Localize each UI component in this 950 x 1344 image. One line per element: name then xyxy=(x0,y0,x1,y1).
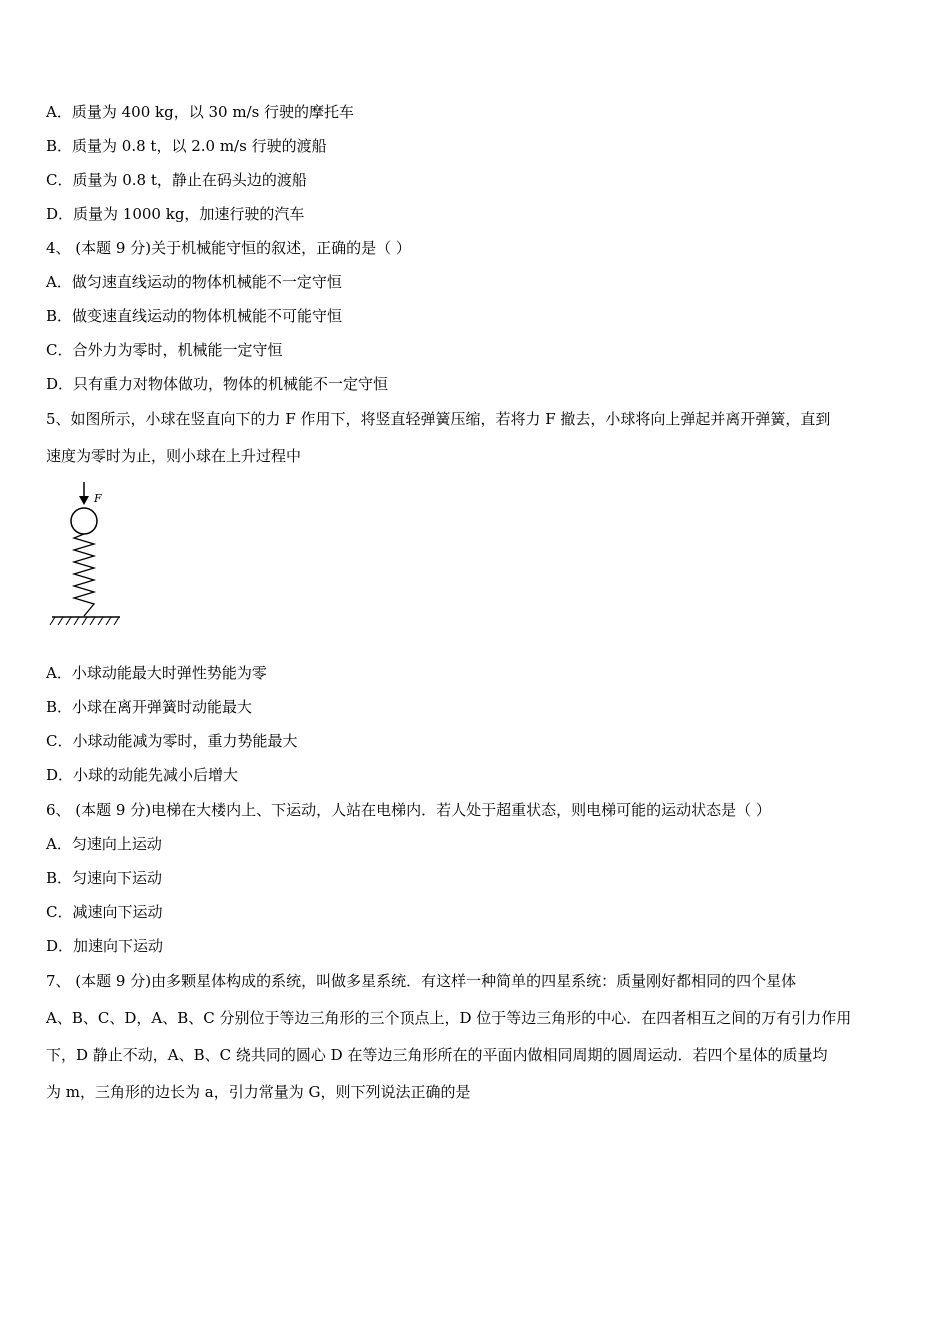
q4-option-d: D．只有重力对物体做功，物体的机械能不一定守恒 xyxy=(46,375,389,393)
q3-option-b: B．质量为 0.8 t，以 2.0 m/s 行驶的渡船 xyxy=(46,137,327,155)
q6-option-c: C．减速向下运动 xyxy=(46,903,163,921)
ground-hatching xyxy=(50,617,119,625)
q7-line-4: 为 m，三角形的边长为 a，引力常量为 G，则下列说法正确的是 xyxy=(46,1083,471,1101)
q4-option-b: B．做变速直线运动的物体机械能不可能守恒 xyxy=(46,307,343,325)
q5-option-d: D．小球的动能先减小后增大 xyxy=(46,766,239,784)
q7-line-3: 下，D 静止不动，A、B、C 绕共同的圆心 D 在等边三角形所在的平面内做相同周期的圆周运动．若四个星体的质量均 xyxy=(46,1046,828,1064)
q3-option-c: C．质量为 0.8 t，静止在码头边的渡船 xyxy=(46,171,307,189)
q5-option-b: B．小球在离开弹簧时动能最大 xyxy=(46,698,253,716)
q4-stem: 4、 (本题 9 分)关于机械能守恒的叙述，正确的是（ ） xyxy=(46,239,411,257)
force-label: F xyxy=(94,492,102,505)
q3-option-a: A．质量为 400 kg，以 30 m/s 行驶的摩托车 xyxy=(46,103,355,121)
q6-stem: 6、 (本题 9 分)电梯在大楼内上、下运动，人站在电梯内．若人处于超重状态，则电梯可能的运动状态是（ ） xyxy=(46,801,771,819)
q6-option-b: B．匀速向下运动 xyxy=(46,869,163,887)
q5-stem-line1: 5、如图所示，小球在竖直向下的力 F 作用下，将竖直轻弹簧压缩，若将力 F 撤去，小球将向上弹起并离开弹簧，直到 xyxy=(46,410,831,428)
q6-option-a: A．匀速向上运动 xyxy=(46,835,162,853)
q7-line-1: 7、 (本题 9 分)由多颗星体构成的系统，叫做多星系统．有这样一种简单的四星系统：质量刚好都相同的四个星体 xyxy=(46,972,797,990)
q7-line-2: A、B、C、D，A、B、C 分别位于等边三角形的三个顶点上，D 位于等边三角形的中心．在四者相互之间的万有引力作用 xyxy=(46,1009,852,1027)
spring-ball-figure xyxy=(46,480,126,632)
q6-option-d: D．加速向下运动 xyxy=(46,937,164,955)
q5-option-c: C．小球动能减为零时，重力势能最大 xyxy=(46,732,298,750)
q5-stem-line2: 速度为零时为止，则小球在上升过程中 xyxy=(46,447,302,465)
spring xyxy=(74,534,94,616)
q4-option-a: A．做匀速直线运动的物体机械能不一定守恒 xyxy=(46,273,342,291)
q5-option-a: A．小球动能最大时弹性势能为零 xyxy=(46,664,267,682)
force-arrow-head xyxy=(79,496,89,505)
q3-option-d: D．质量为 1000 kg，加速行驶的汽车 xyxy=(46,205,305,223)
ball xyxy=(71,508,97,534)
q4-option-c: C．合外力为零时，机械能一定守恒 xyxy=(46,341,283,359)
